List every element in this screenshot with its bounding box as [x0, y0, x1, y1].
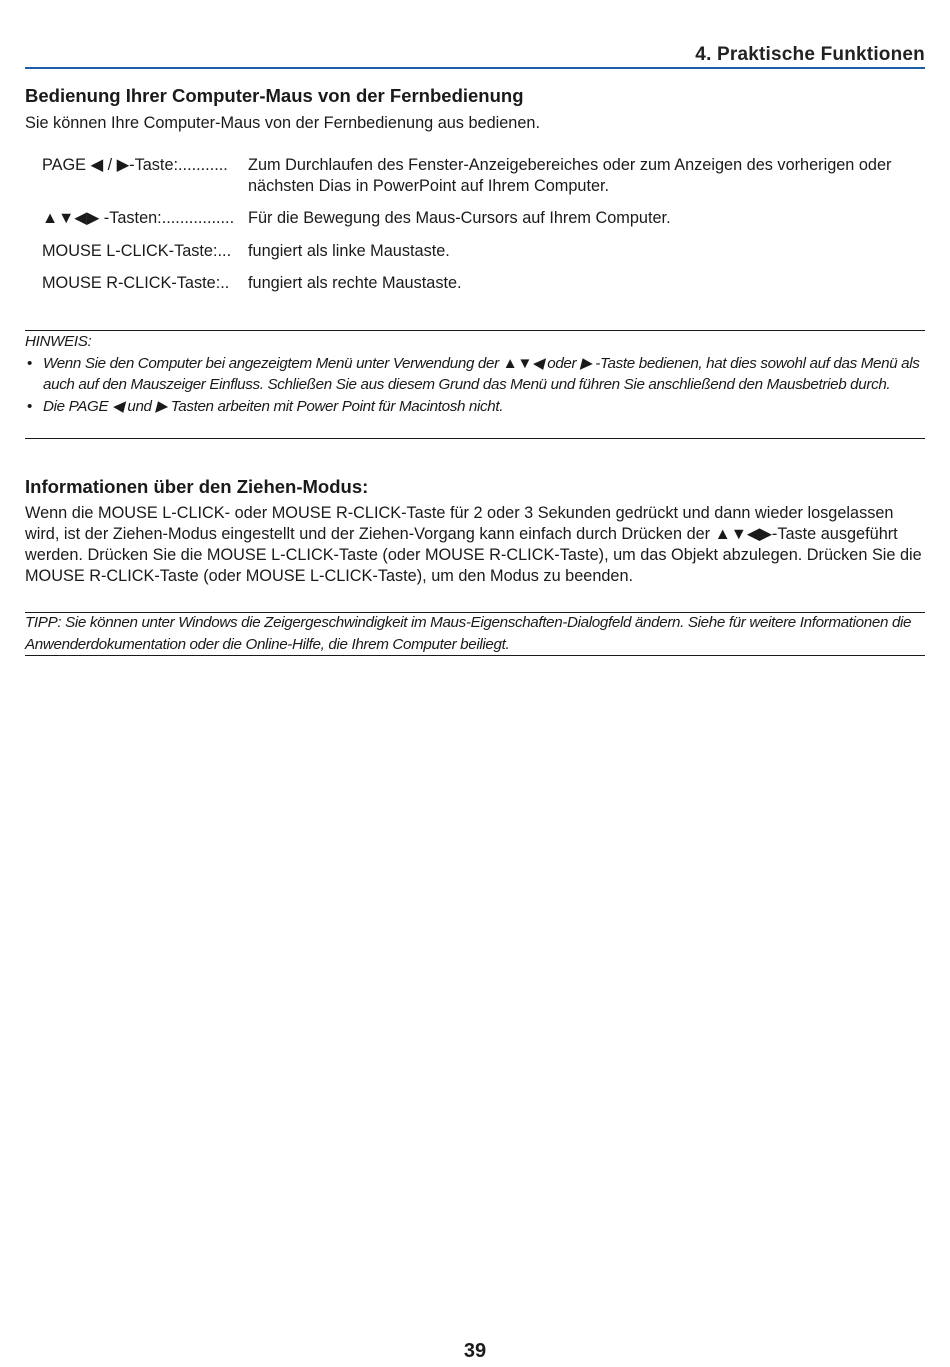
definition-item — [42, 208, 925, 229]
note-box — [25, 331, 925, 417]
definition-desc: fungiert als rechte Maustaste. — [248, 274, 462, 292]
section-title-drag: Informationen über den Ziehen-Modus: — [25, 476, 369, 497]
section-title-mouse: Bedienung Ihrer Computer-Maus von der Fernbedienung — [25, 85, 524, 106]
definition-item — [42, 273, 925, 294]
definition-item — [42, 241, 925, 262]
definition-term: MOUSE L-CLICK-Taste:... — [42, 242, 232, 260]
section-body: Wenn die MOUSE L-CLICK- oder MOUSE R-CLICK-Taste für 2 oder 3 Sekunden gedrückt und dann wieder losgelassen wird, ist der Ziehen-Modus eingestellt und der Ziehen-Vorgang kann einfach durch Drücken der ▲▼◀▶-Taste ausgeführt werden. Drücken Sie die MOUSE L-CLICK-Taste (oder MOUSE R-CLICK-Taste), um das Objekt abzulegen. Drücken Sie die MOUSE R-CLICK-Taste (oder MOUSE L-CLICK-Taste), um den Modus zu beenden. — [25, 504, 922, 585]
section-intro: Sie können Ihre Computer-Maus von der Fernbedienung aus bedienen. — [25, 114, 540, 132]
chapter-title: 4. Praktische Funktionen — [695, 44, 925, 65]
definition-item — [42, 155, 925, 197]
definition-desc: fungiert als linke Maustaste. — [248, 242, 450, 260]
definition-term: MOUSE R-CLICK-Taste:.. — [42, 274, 230, 292]
note-bottom-rule — [25, 438, 925, 439]
tip-text: TIPP: Sie können unter Windows die Zeigergeschwindigkeit im Maus-Eigenschaften-Dialogfeld ändern. Siehe für weitere Informationen die Anwenderdokumentation oder die Online-Hilfe, die Ihrem Computer beiliegt. — [25, 614, 912, 653]
note-bullet: • Die PAGE ◀ und ▶ Tasten arbeiten mit Power Point für Macintosh nicht. — [27, 397, 504, 415]
page-number: 39 — [463, 1340, 487, 1362]
note-bullet: • Wenn Sie den Computer bei angezeigtem Menü unter Verwendung der ▲▼◀ oder ▶ -Taste bedienen, hat dies sowohl auf das Menü als auch auf den Mauszeiger Einfluss. Schließen Sie aus diesem Grund das Menü und führen Sie anschließend den Mausbetrieb durch. — [27, 354, 920, 393]
definition-desc: Zum Durchlaufen des Fenster-Anzeigebereiches oder zum Anzeigen des vorherigen oder nächsten Dias in PowerPoint auf Ihrem Computer. — [248, 156, 892, 195]
definition-desc: Für die Bewegung des Maus-Cursors auf Ihrem Computer. — [248, 209, 671, 227]
definition-term: ▲▼◀▶ -Tasten:................ — [42, 209, 235, 227]
definition-term: PAGE ◀ / ▶-Taste:........... — [42, 156, 228, 174]
note-label: HINWEIS: — [25, 333, 92, 350]
tip-bottom-rule — [25, 655, 925, 656]
header-divider — [25, 67, 925, 69]
